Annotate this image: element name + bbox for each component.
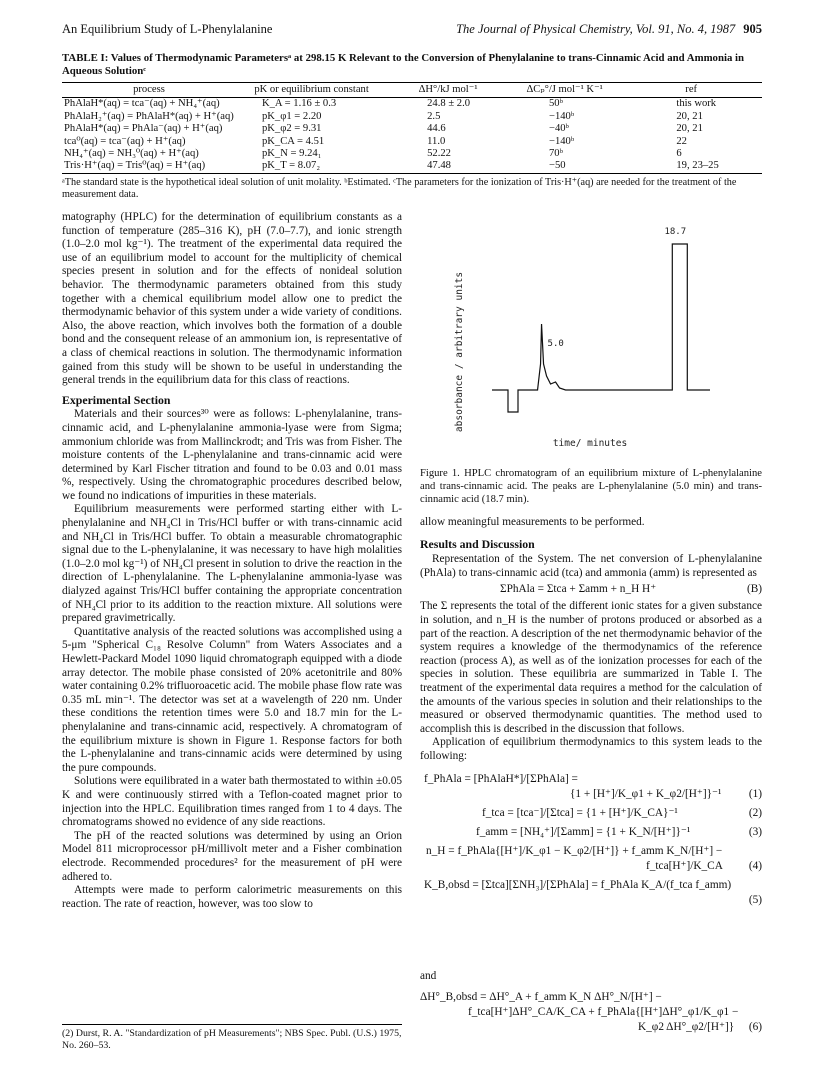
- table-row: [62, 111, 762, 123]
- cell-process: NH₄⁺(aq) = NH₃⁰(aq) + H⁺(aq): [64, 148, 199, 160]
- table-row: [62, 160, 762, 173]
- col-header: process: [62, 83, 236, 98]
- col-header: pK or equilibrium constant: [236, 83, 387, 98]
- header-left: An Equilibrium Study of L-Phenylalanine: [62, 22, 273, 36]
- equation-4: [420, 844, 762, 859]
- cell-process: Tris·H⁺(aq) = Tris⁰(aq) = H⁺(aq): [62, 160, 236, 173]
- equation-text: f_amm = [NH₄⁺]/[Σamm] = {1 + K_N/[H⁺]}⁻¹: [476, 826, 691, 838]
- paragraph: Solutions were equilibrated in a water bath thermostated to within ±0.05 K and were continuously stirred with a Teflon-coated magnet prior to injection into the HPLC. Equilibration times ranged from 1 to 4 days. The chromatograms showed no evidence of any side reactions.: [62, 775, 402, 829]
- paragraph: Equilibrium measurements were performed starting either with L-phenylalanine and NH₄Cl in Tris/HCl buffer or with trans-cinnamic acid and NH₄Cl in Tris/HCl buffer. To obtain a measurable chromatographic signal due to the L-phenylalanine, it was necessary to have high molalities (1.0–2.0 mol kg⁻¹) of NH₄Cl present in solution to drive the reaction in the direction of L-phenylalanine. The L-phenylalanine ammonia-lyase was dialyzed against Tris/HCl buffer containing the appropriate concentration of NH₄Cl prior to its addition to the reaction mixture. All solutions were prepared gravimetrically.: [62, 503, 402, 625]
- hplc-chromatogram: [440, 212, 740, 452]
- header-right: [456, 22, 762, 37]
- table-row: [62, 136, 762, 148]
- cell-dcp: −140ᵇ: [548, 110, 575, 122]
- equation-1-cont: [420, 787, 762, 802]
- right-column: [420, 516, 762, 764]
- paragraph: Materials and their sources³⁰ were as follows: L-phenylalanine, trans-cinnamic acid, and L-phenylalanine ammonia-lyase were from Sigma; ammonium chloride was from Mallinckrodt; and Tris was from Fisher. The moisture contents of the L-phenylalanine and trans-cinnamic acid were determined by Karl Fischer titration and found to be 0.03 and 0.01 mass %, respectively. Using the chromatographic procedures described below, we found no indications of impurities in these materials.: [62, 408, 402, 502]
- cell-dcp: −40ᵇ: [548, 123, 569, 135]
- cell-process: PhAlaH₂⁺(aq) = PhAlaH*(aq) + H⁺(aq): [64, 110, 234, 122]
- left-column: [62, 211, 402, 911]
- equation-number: (B): [746, 583, 762, 596]
- cell-dcp: −140ᵇ: [548, 135, 575, 147]
- equation-text: f_tca[H⁺]ΔH°_CA/K_CA + f_PhAla{[H⁺]ΔH°_φ1/K_φ1 −: [468, 1006, 739, 1018]
- cell-process: tca⁰(aq) = tca⁻(aq) + H⁺(aq): [64, 135, 186, 147]
- cell-dh: 44.6: [427, 123, 446, 135]
- paragraph: allow meaningful measurements to be performed.: [420, 516, 645, 528]
- cell-k: pK_T = 8.07₂: [236, 160, 387, 173]
- cell-k: pK_N = 9.24₁: [261, 148, 322, 160]
- equation-number: (4): [748, 860, 762, 872]
- paragraph: The Σ represents the total of the different ionic states for a given substance in solution, and n_H is the number of protons produced or absorbed as a part of the reaction. A description of the net thermodynamic behavior of the system requires a knowledge of the thermodynamics of the reference reaction (process A), as well as of the ionization processes for each of the species in solution. These equilibria are summarized in Table I. The treatment of the experimental data requires a method for the calculation of the amounts of the various species in solution and their relationships to the measured or observed thermodynamic quantities. The method used to accomplish this is described in the discussion that follows.: [420, 600, 762, 735]
- col-header: ref: [620, 83, 762, 98]
- paragraph: Quantitative analysis of the reacted solutions was accomplished using a 5-μm "Spherical C₁₈ Resolve Column" from Waters Associates and a Hewlett-Packard Model 1090 liquid chromatograph equipped with a diode array detector. The mobile phase consisted of 20% acetonitrile and 80% water containing 0.2% trifluoroacetic acid. The mobile phase flow rate was 0.35 mL min⁻¹. The detector was set at a wavelength of 220 nm. Under these conditions the retention times were 5.0 and 18.7 min for the L-phenylalanine and trans-cinnamic acid, respectively. A chromatogram of the equilibrium mixture is shown in Figure 1. Response factors for both the L-phenylalanine and trans-cinnamic acids were determined by using the pure compounds.: [62, 625, 402, 774]
- equation-text: f_tca = [tca⁻]/[Σtca] = {1 + [H⁺]/K_CA}⁻¹: [482, 807, 678, 819]
- cell-k: pK_CA = 4.51: [261, 135, 325, 147]
- cell-k: K_A = 1.16 ± 0.3: [261, 98, 337, 110]
- cell-ref: 19, 23–25: [620, 160, 762, 173]
- cell-dh: 52.22: [427, 148, 451, 160]
- cell-ref: 20, 21: [676, 123, 703, 135]
- cell-ref: 6: [676, 148, 682, 160]
- paragraph: Application of equilibrium thermodynamics to this system leads to the following:: [420, 736, 762, 762]
- equation-5-num: [420, 893, 762, 908]
- equation-number: (1): [748, 788, 762, 800]
- cell-ref: 22: [676, 135, 687, 147]
- paragraph: matography (HPLC) for the determination of equilibrium constants as a function of temperature (285–316 K), pH (7.0–7.7), and ionic strength (1.0–2.0 mol kg⁻¹). The treatment of the experimental data required the use of an equilibrium model to account for the multiplicity of chemical species present in solution and for the effects of nonideal solution behavior. The thermodynamic parameters obtained from this study together with a chemical equilibrium model allow one to predict the thermodynamic behavior of this system under a wide variety of conditions. Also, the above reaction, which involves both the formation of a double bond and the consequent release of an ammonium ion, is representative of a class of chemical reactions in solution. The thermodynamic information gained from this study will be shown to be useful in understanding the general trends in the equilibrium data for this class of reactions.: [62, 211, 402, 387]
- equation-text: K_B,obsd = [Σtca][ΣNH₃]/[ΣPhAla] = f_PhAla K_A/(f_tca f_amm): [424, 879, 732, 891]
- equation-6-line1: [420, 990, 762, 1005]
- page-footnote: (2) Durst, R. A. "Standardization of pH Measurements"; NBS Spec. Publ. (U.S.) 1975, No. 260–53.: [62, 1024, 402, 1051]
- cell-dh: 24.8 ± 2.0: [427, 98, 471, 110]
- equation-text: n_H = f_PhAla{[H⁺]/K_φ1 − K_φ2/[H⁺]} + f_amm K_N/[H⁺] −: [426, 845, 723, 857]
- cell-k: pK_φ2 = 9.31: [261, 123, 322, 135]
- cell-dcp: 70ᵇ: [548, 148, 563, 160]
- equation-text: K_φ2 ΔH°_φ2/[H⁺]}: [638, 1021, 735, 1033]
- col-header: ΔH°/kJ mol⁻¹: [387, 83, 509, 98]
- cell-dh: 2.5: [427, 110, 441, 122]
- equation-3: [420, 825, 762, 840]
- equation-1: [420, 772, 762, 787]
- chromatogram-trace: [492, 244, 710, 412]
- cell-dh: 47.48: [387, 160, 509, 173]
- table-row: [62, 148, 762, 160]
- equation-b: [420, 583, 762, 597]
- equation-4-cont: [420, 859, 762, 874]
- paragraph: Representation of the System. The net conversion of L-phenylalanine (PhAla) to trans-cinnamic acid (tca) and ammonia (amm) is represented as: [420, 553, 762, 579]
- figure-caption: Figure 1. HPLC chromatogram of an equilibrium mixture of L-phenylalanine and trans-cinnamic acid. The peaks are L-phenylalanine (5.0 min) and trans-cinnamic acid (18.7 min).: [420, 468, 762, 505]
- y-axis-label: absorbance / arbitrary units: [454, 271, 465, 433]
- col-header: ΔCₚ°/J mol⁻¹ K⁻¹: [509, 83, 620, 98]
- cell-ref: 20, 21: [676, 110, 703, 122]
- journal-citation: The Journal of Physical Chemistry, Vol. 91, No. 4, 1987: [456, 22, 736, 36]
- equation-number: (6): [748, 1021, 762, 1033]
- equation-text: {1 + [H⁺]/K_φ1 + K_φ2/[H⁺]}⁻¹: [570, 788, 722, 800]
- section-heading: Results and Discussion: [420, 536, 535, 551]
- equation-5: [420, 878, 762, 893]
- paragraph: Attempts were made to perform calorimetric measurements on this reaction. The rate of reaction, however, was too slow to: [62, 884, 402, 910]
- equation-number: (2): [748, 807, 762, 819]
- table-footnote: ᵃThe standard state is the hypothetical ideal solution of unit molality. ᵇEstimated. ᶜThe parameters for the ionization of Tris·H⁺(aq) are needed for the treatment of the measurement data.: [62, 177, 737, 200]
- table-row: [62, 123, 762, 135]
- page-number: 905: [743, 22, 762, 36]
- cell-dcp: 50ᵇ: [548, 98, 563, 110]
- equation-number: (5): [748, 894, 762, 906]
- equation-text: ΔH°_B,obsd = ΔH°_A + f_amm K_N ΔH°_N/[H⁺] −: [420, 991, 662, 1003]
- cell-k: pK_φ1 = 2.20: [261, 110, 322, 122]
- thermo-table: [62, 82, 762, 174]
- equation-text: ΣPhAla = Σtca + Σamm + n_H H⁺: [500, 583, 657, 596]
- section-heading: Experimental Section: [62, 392, 171, 407]
- equation-text: f_PhAla = [PhAlaH*]/[ΣPhAla] =: [424, 773, 578, 785]
- peak-label-phenylalanine: 5.0: [547, 339, 564, 349]
- cell-ref: this work: [676, 98, 717, 110]
- table-header-row: [62, 83, 762, 98]
- paragraph: The pH of the reacted solutions was determined by using an Orion Model 811 microprocessor pH/millivolt meter and a Fisher combination electrode. Recommended procedures² for the measurement of pH were adhered to.: [62, 829, 402, 883]
- equation-text: f_tca[H⁺]/K_CA: [646, 860, 723, 872]
- cell-process: PhAlaH*(aq) = tca⁻(aq) + NH₄⁺(aq): [64, 98, 220, 110]
- equation-6-line2: [420, 1005, 762, 1020]
- connective-text: and: [420, 970, 437, 982]
- cell-process: PhAlaH*(aq) = PhAla⁻(aq) + H⁺(aq): [64, 123, 223, 135]
- cell-dcp: −50: [509, 160, 620, 173]
- peak-label-cinnamic-acid: 18.7: [664, 227, 687, 237]
- table-caption: TABLE I: Values of Thermodynamic Parametersᵃ at 298.15 K Relevant to the Conversion of Phenylalanine to trans-Cinnamic Acid and Ammonia in Aqueous Solutionᶜ: [62, 52, 745, 77]
- cell-dh: 11.0: [427, 135, 446, 147]
- equation-2: [420, 806, 762, 821]
- x-axis-label: time/ minutes: [552, 438, 628, 449]
- equation-6-line3: [420, 1020, 762, 1035]
- equation-6: [420, 990, 762, 1035]
- equations: [420, 772, 762, 908]
- equation-number: (3): [748, 826, 762, 838]
- table-row: [62, 98, 762, 111]
- running-header: [62, 22, 762, 38]
